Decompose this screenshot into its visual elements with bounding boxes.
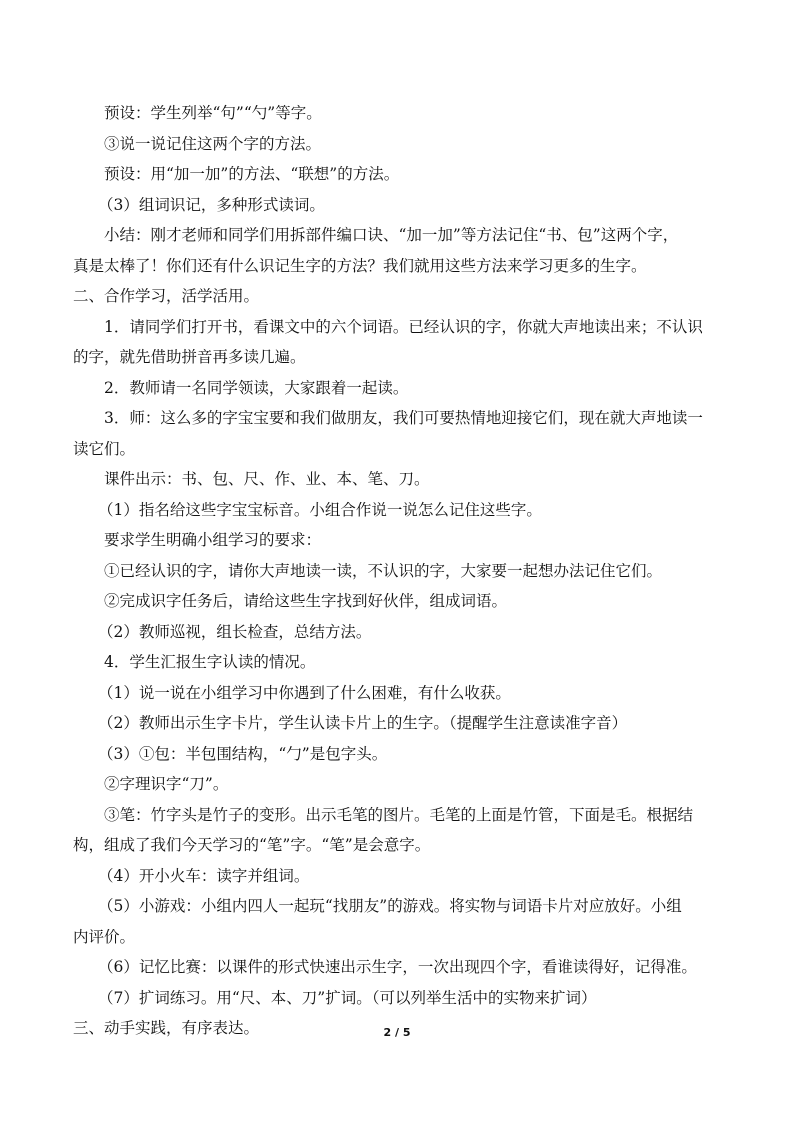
page-number: 2 / 5 [383, 1026, 411, 1039]
text-line: 的字，就先借助拼音再多读几遍。 [73, 348, 306, 366]
text-line: 读它们。 [73, 439, 136, 458]
text-line: 要求学生明确小组学习的要求： [104, 531, 322, 549]
text-line: （3）组词识记，多种形式读词。 [98, 195, 325, 214]
text-line: （3）①包：半包围结构，“勹”是包字头。 [98, 744, 388, 763]
document-body [73, 98, 723, 1044]
text-line: （1）指名给这些字宝宝标音。小组合作说一说怎么记住这些字。 [98, 500, 542, 519]
text-line: 小结：刚才老师和同学们用拆部件编口诀、“加一加”等方法记住“书、包”这两个字， [104, 226, 679, 244]
text-line: ②完成识字任务后，请给这些生字找到好伙伴，组成词语。 [104, 592, 508, 610]
text-line: （2）教师出示生字卡片，学生认读卡片上的生字。（提醒学生注意读准字音） [98, 714, 628, 732]
text-line: （2）教师巡视，组长检查，总结方法。 [98, 622, 372, 641]
text-line: （1）说一说在小组学习中你遇到了什么困难，有什么收获。 [98, 683, 511, 702]
text-line: 内评价。 [73, 927, 136, 946]
text-line: 1．请同学们打开书，看课文中的六个词语。已经认识的字，你就大声地读出来；不认识 [104, 317, 703, 336]
section-heading: 二、合作学习，活学活用。 [73, 287, 260, 305]
text-line: （7）扩词练习。用“尺、本、刀”扩词。（可以列举生活中的实物来扩词） [98, 988, 597, 1007]
text-line: （6）记忆比赛：以课件的形式快速出示生字，一次出现四个字，看谁读得好，记得准。 [98, 958, 697, 976]
text-line: 构，组成了我们今天学习的“笔”字。“笔”是会意字。 [73, 836, 431, 854]
text-line: ②字理识字“刀”。 [104, 775, 229, 793]
text-line: 预设：学生列举“句”“勺”等字。 [104, 104, 322, 122]
text-line: ③笔：竹字头是竹子的变形。出示毛笔的图片。毛笔的上面是竹管，下面是毛。根据结 [104, 805, 694, 824]
text-line: ①已经认识的字，请你大声地读一读，不认识的字，大家要一起想办法记住它们。 [104, 561, 663, 580]
text-line: 3．师：这么多的字宝宝要和我们做朋友，我们可要热情地迎接它们，现在就大声地读一 [104, 409, 703, 427]
text-line: 4．学生汇报生字认读的情况。 [104, 653, 316, 671]
text-line: 预设：用“加一加”的方法、“联想”的方法。 [104, 165, 400, 183]
text-line: 2．教师请一名同学领读，大家跟着一起读。 [104, 378, 409, 397]
text-line: 课件出示：书、包、尺、作、业、本、笔、刀。 [104, 470, 430, 488]
text-line: （5）小游戏：小组内四人一起玩“找朋友”的游戏。将实物与词语卡片对应放好。小组 [98, 897, 682, 915]
text-line: 真是太棒了！你们还有什么识记生字的方法？我们就用这些方法来学习更多的生字。 [73, 256, 647, 275]
text-line: （4）开小火车：读字并组词。 [98, 866, 310, 885]
text-line: ③说一说记住这两个字的方法。 [104, 134, 322, 153]
section-heading: 三、动手实践，有序表达。 [73, 1019, 260, 1037]
